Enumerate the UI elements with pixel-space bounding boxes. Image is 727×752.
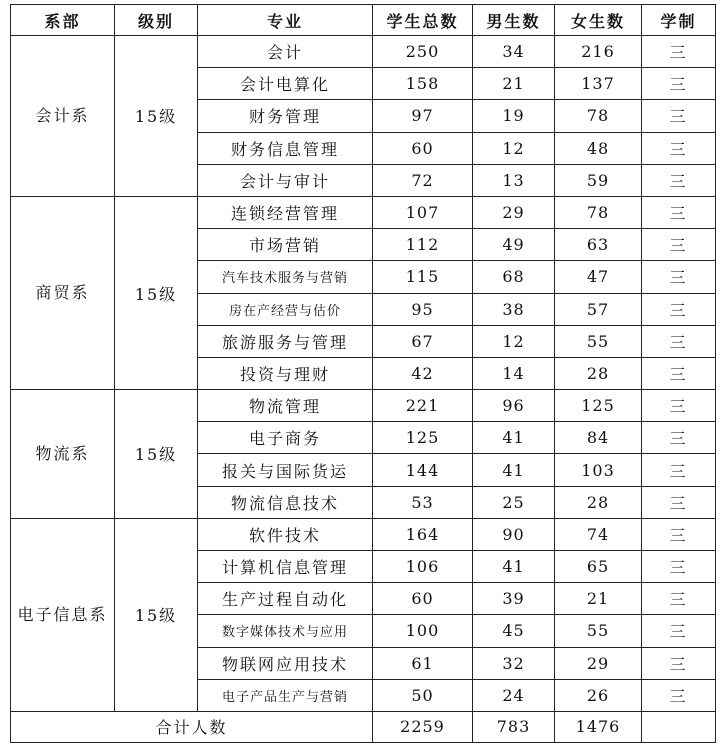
total-cell: 106 [373,551,473,583]
male-cell: 13 [473,164,555,196]
table-row [11,36,716,68]
female-cell: 78 [555,100,642,132]
male-cell: 39 [473,583,555,615]
female-cell: 59 [555,164,642,196]
dept-cell: 电子信息系 [11,518,115,711]
female-cell: 47 [555,261,642,293]
major-cell: 会计 [198,36,373,68]
major-cell: 软件技术 [198,518,373,550]
header-dept: 系部 [11,5,115,36]
female-cell: 48 [555,132,642,164]
major-cell: 物流管理 [198,390,373,422]
female-cell: 125 [555,390,642,422]
years-cell: 三 [642,454,716,486]
major-cell: 电子商务 [198,422,373,454]
male-cell: 68 [473,261,555,293]
total-cell: 125 [373,422,473,454]
enrollment-table [10,4,716,743]
years-cell: 三 [642,518,716,550]
years-cell: 三 [642,357,716,389]
female-cell: 28 [555,357,642,389]
years-cell: 三 [642,679,716,711]
total-years [642,711,716,742]
major-cell: 物流信息技术 [198,486,373,518]
years-cell: 三 [642,132,716,164]
dept-cell: 会计系 [11,36,115,197]
years-cell: 三 [642,229,716,261]
table-footer [11,711,716,742]
table-row [11,390,716,422]
female-cell: 78 [555,196,642,228]
total-cell: 95 [373,293,473,325]
male-cell: 45 [473,615,555,647]
female-cell: 84 [555,422,642,454]
male-cell: 29 [473,196,555,228]
major-cell: 会计与审计 [198,164,373,196]
years-cell: 三 [642,422,716,454]
years-cell: 三 [642,325,716,357]
level-cell: 15级 [115,518,198,711]
header-level: 级别 [115,5,198,36]
female-cell: 216 [555,36,642,68]
male-cell: 21 [473,68,555,100]
male-cell: 41 [473,422,555,454]
level-cell: 15级 [115,196,198,389]
total-cell: 221 [373,390,473,422]
enrollment-table-container [10,4,716,743]
male-cell: 12 [473,325,555,357]
table-body [11,36,716,712]
male-cell: 12 [473,132,555,164]
header-major: 专业 [198,5,373,36]
dept-cell: 商贸系 [11,196,115,389]
female-cell: 29 [555,647,642,679]
major-cell: 会计电算化 [198,68,373,100]
male-cell: 41 [473,551,555,583]
total-female: 1476 [555,711,642,742]
major-cell: 报关与国际货运 [198,454,373,486]
years-cell: 三 [642,100,716,132]
total-cell: 60 [373,132,473,164]
major-cell: 汽车技术服务与营销 [198,261,373,293]
total-cell: 112 [373,229,473,261]
male-cell: 19 [473,100,555,132]
female-cell: 63 [555,229,642,261]
total-cell: 67 [373,325,473,357]
female-cell: 26 [555,679,642,711]
header-total: 学生总数 [373,5,473,36]
female-cell: 103 [555,454,642,486]
table-header [11,5,716,36]
male-cell: 25 [473,486,555,518]
total-cell: 100 [373,615,473,647]
major-cell: 旅游服务与管理 [198,325,373,357]
header-female: 女生数 [555,5,642,36]
table-row [11,518,716,550]
major-cell: 物联网应用技术 [198,647,373,679]
male-cell: 34 [473,36,555,68]
table-row [11,196,716,228]
major-cell: 电子产品生产与营销 [198,679,373,711]
male-cell: 38 [473,293,555,325]
years-cell: 三 [642,615,716,647]
years-cell: 三 [642,36,716,68]
years-cell: 三 [642,486,716,518]
male-cell: 96 [473,390,555,422]
years-cell: 三 [642,293,716,325]
total-row [11,711,716,742]
total-cell: 60 [373,583,473,615]
level-cell: 15级 [115,390,198,519]
total-cell: 53 [373,486,473,518]
major-cell: 市场营销 [198,229,373,261]
level-cell: 15级 [115,36,198,197]
male-cell: 24 [473,679,555,711]
female-cell: 137 [555,68,642,100]
major-cell: 财务信息管理 [198,132,373,164]
total-cell: 144 [373,454,473,486]
total-cell: 158 [373,68,473,100]
total-cell: 107 [373,196,473,228]
dept-cell: 物流系 [11,390,115,519]
total-cell: 42 [373,357,473,389]
female-cell: 28 [555,486,642,518]
major-cell: 数字媒体技术与应用 [198,615,373,647]
male-cell: 14 [473,357,555,389]
male-cell: 49 [473,229,555,261]
years-cell: 三 [642,68,716,100]
total-cell: 164 [373,518,473,550]
total-students: 2259 [373,711,473,742]
female-cell: 74 [555,518,642,550]
years-cell: 三 [642,261,716,293]
header-row [11,5,716,36]
total-cell: 97 [373,100,473,132]
major-cell: 计算机信息管理 [198,551,373,583]
years-cell: 三 [642,196,716,228]
female-cell: 55 [555,325,642,357]
total-cell: 72 [373,164,473,196]
years-cell: 三 [642,647,716,679]
female-cell: 65 [555,551,642,583]
male-cell: 32 [473,647,555,679]
major-cell: 房在产经营与估价 [198,293,373,325]
total-label: 合计人数 [11,711,373,742]
total-cell: 61 [373,647,473,679]
female-cell: 21 [555,583,642,615]
header-years: 学制 [642,5,716,36]
total-male: 783 [473,711,555,742]
years-cell: 三 [642,390,716,422]
female-cell: 55 [555,615,642,647]
header-male: 男生数 [473,5,555,36]
male-cell: 90 [473,518,555,550]
major-cell: 投资与理财 [198,357,373,389]
years-cell: 三 [642,551,716,583]
total-cell: 250 [373,36,473,68]
major-cell: 财务管理 [198,100,373,132]
years-cell: 三 [642,164,716,196]
major-cell: 生产过程自动化 [198,583,373,615]
female-cell: 57 [555,293,642,325]
years-cell: 三 [642,583,716,615]
total-cell: 115 [373,261,473,293]
major-cell: 连锁经营管理 [198,196,373,228]
total-cell: 50 [373,679,473,711]
male-cell: 41 [473,454,555,486]
